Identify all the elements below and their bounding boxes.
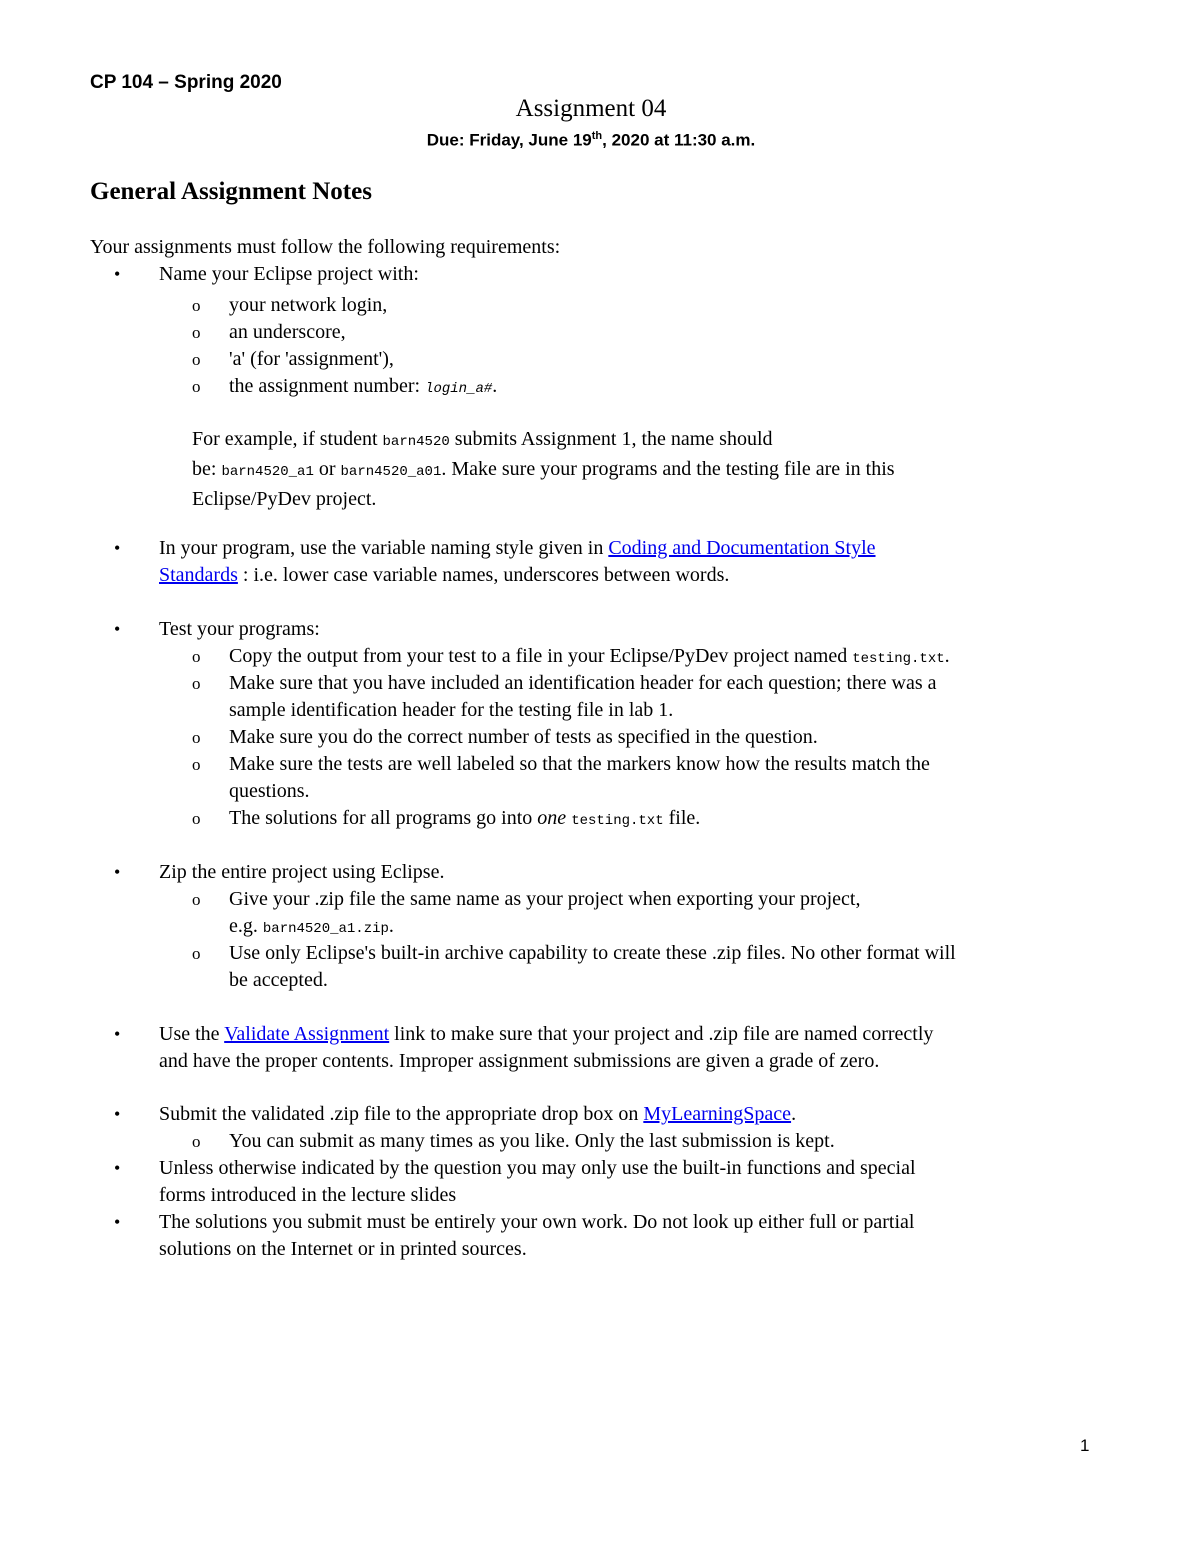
bullet-text [159,1209,1100,1263]
code-fragment: barn4520_a01 [340,464,442,480]
code-fragment: barn4520_a1 [221,464,314,480]
text-line: Make sure the tests are well labeled so that the markers know how the results match the [229,753,930,775]
sub-text [229,373,1100,403]
sub-item [192,319,1100,346]
text-fragment: . [388,915,394,937]
sub-text [229,940,1100,994]
text-fragment: file. [663,807,701,829]
text-line: questions. [229,780,310,802]
section-heading: General Assignment Notes [90,178,372,205]
sub-marker: o [192,350,201,369]
text-line [159,562,1100,589]
example-line [192,426,1072,456]
code-fragment: login_a# [425,381,493,397]
coding-style-link[interactable]: Coding and Documentation Style [608,537,876,559]
code-fragment: barn4520 [382,434,450,450]
text-fragment: be: [192,458,222,480]
text-fragment: e.g. [229,915,263,937]
text-fragment: : i.e. lower case variable names, underscores between words. [237,564,730,586]
page-number: 1 [1080,1436,1090,1455]
bullet-text [159,1101,1100,1128]
text-fragment: For example, if student [192,428,383,450]
bullet-marker: • [114,619,121,639]
example-line: Eclipse/PyDev project. [192,488,377,510]
bullet-marker: • [114,264,121,284]
text-line: sample identification header for the testing file in lab 1. [229,699,674,721]
text-fragment: Use the [159,1023,225,1045]
validate-assignment-link[interactable]: Validate Assignment [224,1023,390,1045]
bullet-text [159,1021,1100,1075]
sub-item [192,805,1100,835]
code-fragment: testing.txt [571,813,664,829]
text-fragment: . [492,375,498,397]
due-date [0,130,1182,151]
sub-text [229,643,1100,673]
text-fragment: or [313,458,341,480]
bullet-text: Test your programs: [159,618,320,640]
sub-marker: o [192,323,201,342]
text-line: The solutions you submit must be entirely your own work. Do not look up either full or partial [159,1211,915,1233]
sub-text [229,805,1100,835]
text-line: Unless otherwise indicated by the question you may only use the built-in functions and special [159,1157,916,1179]
text-fragment: . Make sure your programs and the testing file are in this [441,458,895,480]
sub-item [192,292,1100,319]
assignment-title: Assignment 04 [515,95,667,122]
sub-item [192,346,1100,373]
mylearningspace-link[interactable]: MyLearningSpace [643,1103,792,1125]
due-prefix: Due: Friday, June 19 [426,130,592,150]
sub-marker: o [192,944,201,963]
sub-text: You can submit as many times as you like. Only the last submission is kept. [229,1130,835,1152]
bullet-marker: • [114,1212,121,1232]
sub-item [192,373,1100,403]
sub-marker: o [192,296,201,315]
text-line: solutions on the Internet or in printed sources. [159,1238,527,1260]
text-line [159,535,1100,562]
sub-marker: o [192,728,201,747]
due-superscript: th [591,130,603,142]
sub-item [192,940,1100,994]
text-line: be accepted. [229,969,328,991]
italic-fragment: one [537,807,567,829]
bullet-validate [90,1021,1100,1075]
text-line: forms introduced in the lecture slides [159,1184,457,1206]
text-fragment: link to make sure that your project and .zip file are named correctly [389,1023,934,1045]
sub-item [192,670,1100,724]
example-line [192,456,1072,486]
text-line: Use only Eclipse's built-in archive capability to create these .zip files. No other format will [229,942,956,964]
bullet-text: Zip the entire project using Eclipse. [159,861,445,883]
text-line [159,1021,1100,1048]
bullet-marker: • [114,538,121,558]
sub-text: Make sure you do the correct number of tests as specified in the question. [229,726,818,748]
sub-marker: o [192,377,201,396]
sub-item [192,751,1100,805]
sub-marker: o [192,809,201,828]
sub-marker: o [192,647,201,666]
bullet-zip [90,859,1100,886]
sub-marker: o [192,755,201,774]
text-fragment: The solutions for all programs go into [229,807,538,829]
text-fragment: . [944,645,950,667]
sub-text: 'a' (for 'assignment'), [229,348,394,370]
text-fragment: In your program, use the variable naming style given in [159,537,609,559]
sub-text: your network login, [229,294,388,316]
bullet-own-work [90,1209,1100,1263]
due-suffix: , 2020 at 11:30 a.m. [602,130,756,150]
code-fragment: barn4520_a1.zip [262,921,389,937]
text-line [229,913,1100,943]
sub-item [192,724,1100,751]
bullet-marker: • [114,1024,121,1044]
example-paragraph [192,426,1072,513]
coding-style-link-cont[interactable]: Standards [159,564,238,586]
course-header: CP 104 – Spring 2020 [90,72,282,93]
bullet-marker: • [114,1104,121,1124]
bullet-unless [90,1155,1100,1209]
sub-text: an underscore, [229,321,346,343]
bullet-name-project [90,261,1100,288]
sub-item [192,886,1100,943]
text-line: Make sure that you have included an identification header for each question; there was a [229,672,937,694]
bullet-text: Name your Eclipse project with: [159,263,419,285]
text-fragment: Copy the output from your test to a file in your Eclipse/PyDev project named [229,645,853,667]
text-fragment: the assignment number: [229,375,426,397]
sub-text [229,670,1100,724]
bullet-text [159,1155,1100,1209]
code-fragment: testing.txt [852,651,945,667]
intro-text: Your assignments must follow the following requirements: [90,236,561,258]
bullet-test-programs [90,616,1100,643]
text-line: Give your .zip file the same name as your project when exporting your project, [229,888,861,910]
sub-item [192,643,1100,673]
text-fragment: submits Assignment 1, the name should [449,428,773,450]
bullet-marker: • [114,862,121,882]
bullet-naming-style [90,535,1100,589]
text-fragment: Submit the validated .zip file to the appropriate drop box on [159,1103,644,1125]
bullet-submit [90,1101,1100,1128]
sub-text [229,886,1100,943]
bullet-text [159,535,1100,589]
sub-marker: o [192,674,201,693]
text-fragment: . [791,1103,797,1125]
sub-item [192,1128,1100,1155]
bullet-marker: • [114,1158,121,1178]
sub-text [229,751,1100,805]
sub-marker: o [192,1132,201,1151]
text-line: and have the proper contents. Improper assignment submissions are given a grade of zero. [159,1050,880,1072]
sub-marker: o [192,890,201,909]
